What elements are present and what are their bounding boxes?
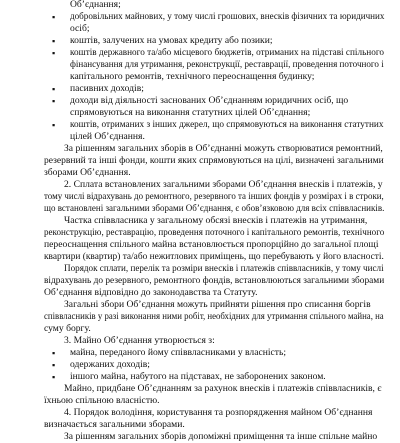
text-line: Майно, придбане Об’єднанням за рахунок внесків і платежів співвласників, є bbox=[64, 383, 382, 394]
bullet-icon: ▪ bbox=[52, 48, 56, 58]
text-line: коштів, залучених на умовах кредиту або позики; bbox=[70, 35, 273, 46]
text-line: Об’єднання відповідно до законодавства та Статуту. bbox=[44, 287, 258, 298]
text-line: За рішенням загальних зборів допоміжні приміщення та інше спільне майно bbox=[64, 431, 378, 442]
text-line: резервний та інші фонди, кошти яких спрямовуються на цілі, визначені загальними bbox=[44, 155, 384, 166]
text-line: За рішенням загальних зборів в Об’єднанні можуть створюватися ремонтний, bbox=[64, 143, 383, 154]
text-line: 3. Майно Об’єднання утворюється з: bbox=[64, 335, 215, 346]
text-line: визначається загальними зборами. bbox=[44, 419, 185, 430]
text-line: капітального ремонтів, технічного переоснащення будинку; bbox=[70, 71, 315, 82]
text-line: коштів державного та/або місцевого бюджетів, отриманих на підставі спільного bbox=[70, 47, 384, 58]
text-line: майна, переданого йому співвласниками у власність; bbox=[70, 347, 287, 358]
text-line: Загальні збори Об’єднання можуть прийняти рішення про списання боргів bbox=[64, 299, 371, 310]
text-line: їхньою спільною власністю. bbox=[44, 395, 160, 406]
text-line: коштів, отриманих з інших джерел, що спрямовуються на виконання статутних bbox=[70, 119, 384, 130]
text-line: фінансування для утримання, реконструкції, реставрації, проведення поточного і bbox=[70, 59, 384, 70]
text-line: переоснащення спільного майна встановлюється пропорційно до загальної площі bbox=[44, 239, 379, 250]
bullet-icon: ▪ bbox=[52, 36, 56, 46]
text-line: зборами Об’єднання. bbox=[44, 167, 131, 178]
text-line: доходи від діяльності заснованих Об’єднанням юридичних осіб, що bbox=[70, 95, 349, 106]
text-line: суму боргу. bbox=[44, 323, 91, 334]
bullet-icon: ▪ bbox=[52, 348, 56, 358]
text-line: пасивних доходів; bbox=[70, 83, 144, 94]
text-line: іншого майна, набутого на підставах, не заборонених законом. bbox=[70, 371, 326, 382]
bullet-icon: ▪ bbox=[52, 84, 56, 94]
bullet-icon: ▪ bbox=[52, 360, 56, 370]
text-line: цілей Об’єднання. bbox=[70, 131, 145, 142]
bullet-icon: ▪ bbox=[52, 120, 56, 130]
text-line: реконструкцію, реставрацію, проведення поточного і капітального ремонтів, технічного bbox=[44, 227, 385, 238]
text-line: квартири (квартир) та/або нежитлових приміщень, що перебувають у його власності. bbox=[44, 251, 384, 262]
text-line: 2. Сплата встановлених загальними зборами Об’єднання внесків і платежів, у bbox=[64, 179, 383, 190]
text-line: Порядок сплати, перелік та розміри внесків і платежів співвласників, у тому числі bbox=[64, 263, 384, 274]
text-line: Частка співвласника у загальному обсязі внесків і платежів на утримання, bbox=[64, 215, 368, 226]
bullet-icon: ▪ bbox=[52, 96, 56, 106]
text-line: тому числі відрахувань до ремонтного, резервного та інших фондів у розмірах і в строки, bbox=[44, 191, 384, 202]
text-line: що встановлені загальними зборами Об’єднання, є обов’язковою для всіх співвласників. bbox=[44, 203, 385, 214]
bullet-icon: ▪ bbox=[52, 372, 56, 382]
text-line: відрахувань до резервного, ремонтного фондів, встановлюються загальними зборами bbox=[44, 275, 385, 286]
text-line: 4. Порядок володіння, користування та розпорядження майном Об’єднання bbox=[64, 407, 373, 418]
text-line: спрямовуються на виконання статутних цілей Об’єднання; bbox=[70, 107, 311, 118]
text-line: співвласників у разі виконання ними робіт, необхідних для утримання спільного майна, на bbox=[44, 311, 384, 322]
text-line: осіб; bbox=[70, 23, 90, 34]
text-line: Об’єднання; bbox=[70, 0, 121, 10]
text-line: добровільних майнових, у тому числі грошових, внесків фізичних та юридичних bbox=[70, 11, 385, 22]
bullet-icon: ▪ bbox=[52, 12, 56, 22]
text-line: одержаних доходів; bbox=[70, 359, 150, 370]
